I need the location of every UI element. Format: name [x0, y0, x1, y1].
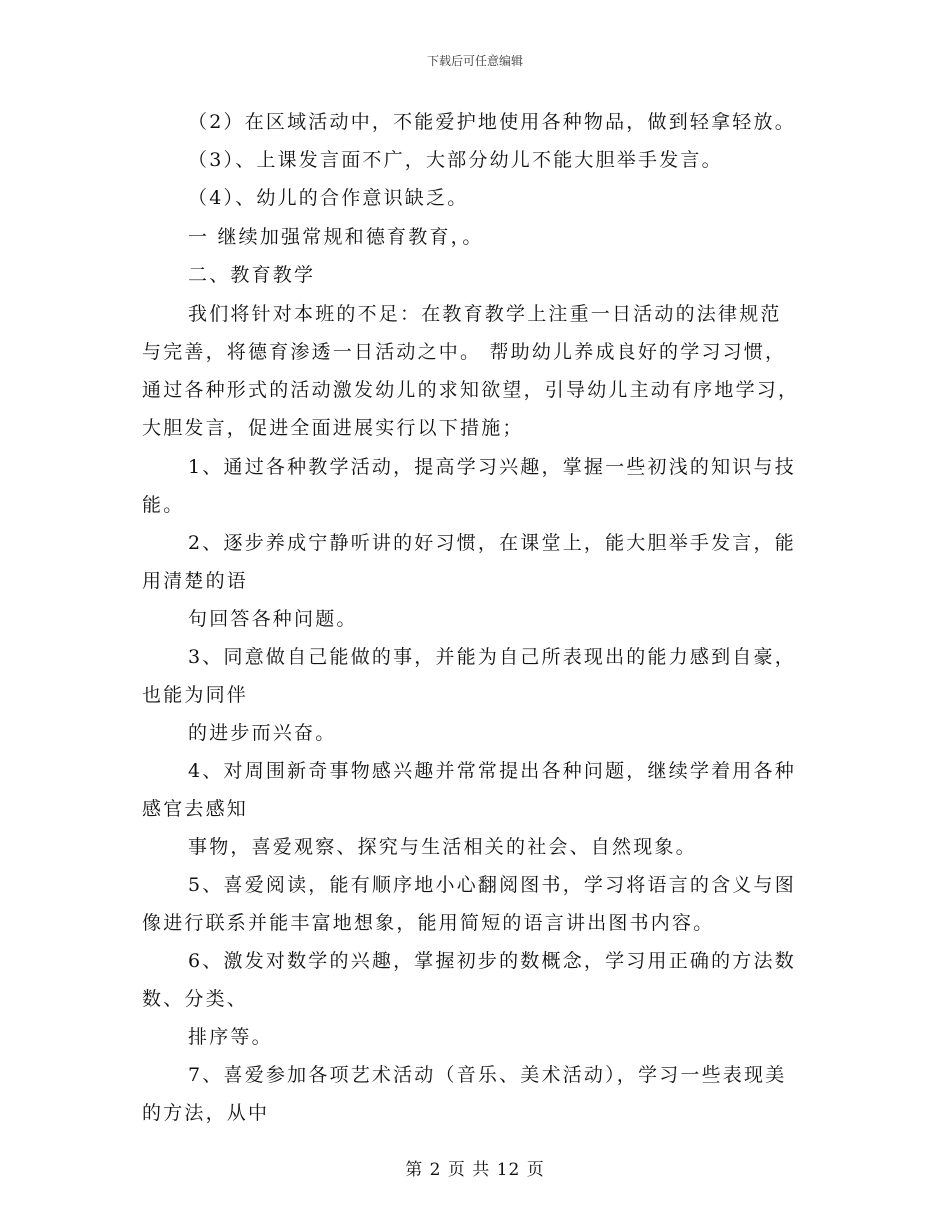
body-line: 感官去感知	[142, 798, 249, 820]
body-line: 5、喜爱阅读，能有顺序地小心翻阅图书，学习将语言的含义与图	[188, 874, 796, 896]
body-line: 的方法，从中	[142, 1102, 270, 1124]
body-line: 事物，喜爱观察、探究与生活相关的社会、自然现象。	[188, 836, 697, 858]
body-line: 4、对周围新奇事物感兴趣并常常提出各种问题，继续学着用各种	[188, 760, 796, 782]
page-header: 下载后可任意编辑	[426, 54, 523, 68]
body-line: 3、同意做自己能做的事，并能为自己所表现出的能力感到自豪，	[188, 646, 796, 668]
body-line: 句回答各种问题。	[188, 608, 358, 630]
body-line: 排序等。	[188, 1026, 273, 1048]
body-line: （2）在区域活动中，不能爱护地使用各种物品，做到轻拿轻放。	[188, 111, 796, 133]
body-line: 大胆发言，促进全面进展实行以下措施；	[142, 417, 524, 439]
body-line: 像进行联系并能丰富地想象，能用简短的语言讲出图书内容。	[142, 912, 715, 934]
body-line: （4）、幼儿的合作意识缺乏。	[188, 187, 469, 209]
body-line: 2、逐步养成宁静听讲的好习惯，在课堂上，能大胆举手发言，能	[188, 532, 796, 554]
body-line: 我们将针对本班的不足：在教育教学上注重一日活动的法律规范	[188, 303, 782, 325]
body-line: （3）、上课发言面不广，大部分幼儿不能大胆举手发言。	[188, 149, 723, 171]
body-line: 用清楚的语	[142, 570, 249, 592]
body-line: 一 继续加强常规和德育教育，。	[188, 226, 484, 248]
body-line: 通过各种形式的活动激发幼儿的求知欲望，引导幼儿主动有序地学习，	[142, 379, 800, 401]
body-line: 与完善，将德育渗透一日活动之中。 帮助幼儿养成良好的学习习惯，	[142, 341, 787, 363]
body-line: 的进步而兴奋。	[188, 722, 337, 744]
body-line: 二、教育教学	[188, 264, 316, 286]
body-line: 7、喜爱参加各项艺术活动（音乐、美术活动），学习一些表现美	[188, 1064, 787, 1086]
body-line: 1、通过各种教学活动，提高学习兴趣，掌握一些初浅的知识与技	[188, 456, 796, 478]
body-line: 数、分类、	[142, 988, 249, 1010]
page-number: 第 2 页 共 12 页	[405, 1160, 545, 1180]
body-line: 能。	[142, 494, 185, 516]
body-line: 也能为同伴	[142, 684, 249, 706]
body-line: 6、激发对数学的兴趣，掌握初步的数概念，学习用正确的方法数	[188, 950, 796, 972]
